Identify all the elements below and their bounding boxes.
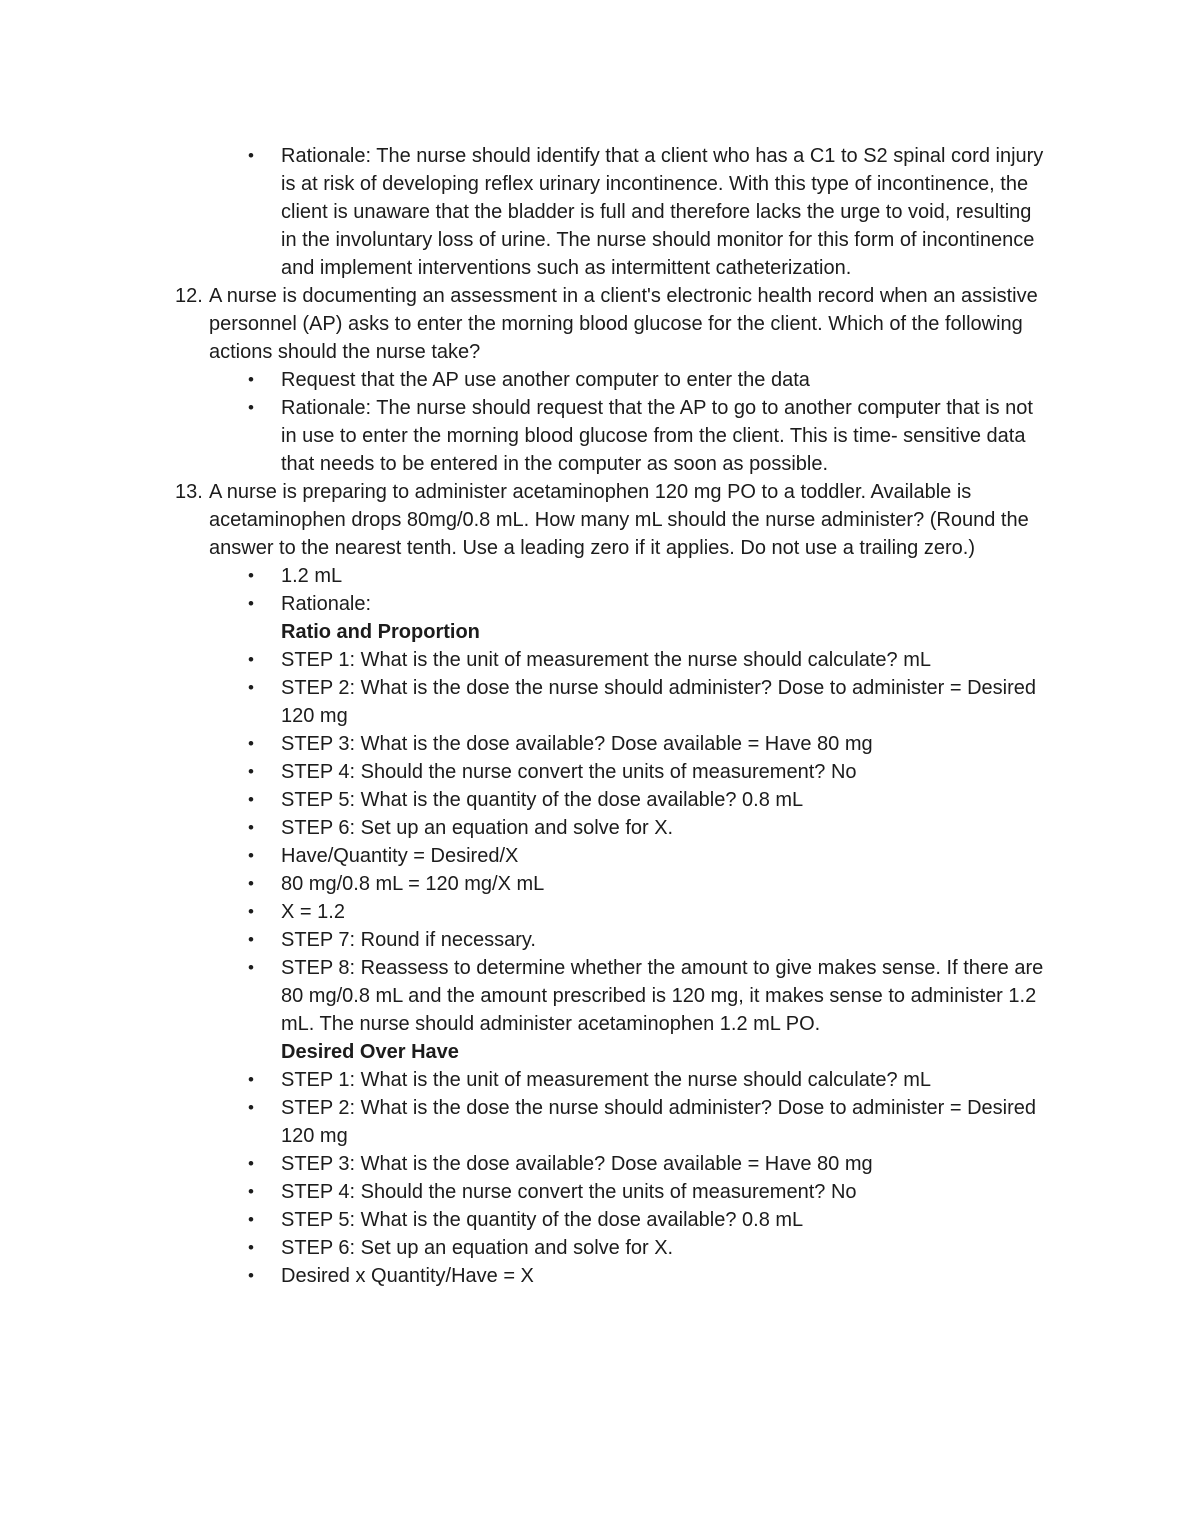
bullet-item — [0, 870, 1045, 898]
bullet-item — [0, 674, 1045, 730]
item-text: Ratio and Proportion — [281, 621, 480, 643]
item-text: STEP 1: What is the unit of measurement the nurse should calculate? mL — [281, 649, 931, 671]
bullet-item — [0, 730, 1045, 758]
bullet-marker: • — [248, 958, 254, 977]
continuation-line — [0, 618, 1045, 646]
bullet-item — [0, 1262, 1045, 1290]
bullet-marker: • — [248, 566, 254, 585]
bullet-item — [0, 394, 1045, 478]
bullet-marker: • — [248, 902, 254, 921]
continuation-line — [0, 1038, 1045, 1066]
item-text: STEP 3: What is the dose available? Dose available = Have 80 mg — [281, 733, 873, 755]
bullet-marker: • — [248, 650, 254, 669]
item-text: Rationale: The nurse should identify that a client who has a C1 to S2 spinal cord injury is at risk of developing reflex urinary incontinence. With this type of incontinence, the client is unaware that the bladder is full and therefore lacks the urge to void, resulting in the involuntary loss of urine. The nurse should monitor for this form of incontinence and implement interventions such as intermittent catheterization. — [281, 145, 1044, 279]
bullet-marker: • — [248, 370, 254, 389]
item-text: STEP 5: What is the quantity of the dose available? 0.8 mL — [281, 1209, 804, 1231]
bullet-marker: • — [248, 1238, 254, 1257]
bullet-item — [0, 842, 1045, 870]
item-text: STEP 2: What is the dose the nurse should administer? Dose to administer = Desired 120 mg — [281, 1097, 1037, 1147]
numbered-item — [0, 478, 1045, 562]
bullet-item — [0, 786, 1045, 814]
item-text: 1.2 mL — [281, 565, 343, 587]
bullet-marker: • — [248, 146, 254, 165]
bullet-marker: • — [248, 1266, 254, 1285]
bullet-item — [0, 1094, 1045, 1150]
bullet-marker: • — [248, 1182, 254, 1201]
item-text: STEP 4: Should the nurse convert the units of measurement? No — [281, 761, 857, 783]
bullet-item — [0, 646, 1045, 674]
item-text: STEP 1: What is the unit of measurement the nurse should calculate? mL — [281, 1069, 931, 1091]
number-label: 12. — [175, 285, 203, 307]
bullet-item — [0, 814, 1045, 842]
bullet-item — [0, 898, 1045, 926]
item-text: STEP 6: Set up an equation and solve for X. — [281, 1237, 674, 1259]
item-text: STEP 4: Should the nurse convert the units of measurement? No — [281, 1181, 857, 1203]
bullet-marker: • — [248, 846, 254, 865]
bullet-marker: • — [248, 818, 254, 837]
bullet-marker: • — [248, 398, 254, 417]
bullet-item — [0, 562, 1045, 590]
bullet-item — [0, 142, 1045, 282]
item-text: Rationale: The nurse should request that the AP to go to another computer that is not in use to enter the morning blood glucose from the client. This is time- sensitive data that needs to be entered in the computer as soon as possible. — [281, 397, 1033, 475]
bullet-item — [0, 758, 1045, 786]
item-text: Have/Quantity = Desired/X — [281, 845, 519, 867]
bullet-item — [0, 366, 1045, 394]
bullet-item — [0, 590, 1045, 618]
bullet-marker: • — [248, 790, 254, 809]
bullet-marker: • — [248, 1154, 254, 1173]
bullet-item — [0, 1150, 1045, 1178]
bullet-marker: • — [248, 1098, 254, 1117]
number-label: 13. — [175, 481, 203, 503]
bullet-marker: • — [248, 874, 254, 893]
bullet-marker: • — [248, 734, 254, 753]
bullet-item — [0, 1066, 1045, 1094]
item-text: Request that the AP use another computer to enter the data — [281, 369, 810, 391]
item-text: STEP 3: What is the dose available? Dose available = Have 80 mg — [281, 1153, 873, 1175]
item-text: Desired Over Have — [281, 1041, 459, 1063]
item-text: Desired x Quantity/Have = X — [281, 1265, 534, 1287]
bullet-item — [0, 1234, 1045, 1262]
bullet-marker: • — [248, 1070, 254, 1089]
bullet-item — [0, 1206, 1045, 1234]
bullet-item — [0, 1178, 1045, 1206]
bullet-marker: • — [248, 762, 254, 781]
bullet-item — [0, 926, 1045, 954]
item-text: Rationale: — [281, 593, 372, 615]
bullet-marker: • — [248, 678, 254, 697]
item-text: A nurse is documenting an assessment in a client's electronic health record when an assistive personnel (AP) asks to enter the morning blood glucose for the client. Which of the following actions should the nurse take? — [209, 285, 1038, 363]
item-text: A nurse is preparing to administer acetaminophen 120 mg PO to a toddler. Available is acetaminophen drops 80mg/0.8 mL. How many mL should the nurse administer? (Round the answer to the nearest tenth. Use a leading zero if it applies. Do not use a trailing zero.) — [209, 481, 1029, 559]
document-body — [0, 142, 1045, 1290]
item-text: STEP 8: Reassess to determine whether the amount to give makes sense. If there are 80 mg/0.8 mL and the amount prescribed is 120 mg, it makes sense to administer 1.2 mL. The nurse should administer acetaminophen 1.2 mL PO. — [281, 957, 1044, 1035]
item-text: STEP 6: Set up an equation and solve for X. — [281, 817, 674, 839]
bullet-marker: • — [248, 1210, 254, 1229]
item-text: X = 1.2 — [281, 901, 345, 923]
item-text: STEP 5: What is the quantity of the dose available? 0.8 mL — [281, 789, 804, 811]
item-text: 80 mg/0.8 mL = 120 mg/X mL — [281, 873, 545, 895]
bullet-item — [0, 954, 1045, 1038]
item-text: STEP 7: Round if necessary. — [281, 929, 536, 951]
bullet-marker: • — [248, 930, 254, 949]
numbered-item — [0, 282, 1045, 366]
item-text: STEP 2: What is the dose the nurse should administer? Dose to administer = Desired 120 mg — [281, 677, 1037, 727]
bullet-marker: • — [248, 594, 254, 613]
